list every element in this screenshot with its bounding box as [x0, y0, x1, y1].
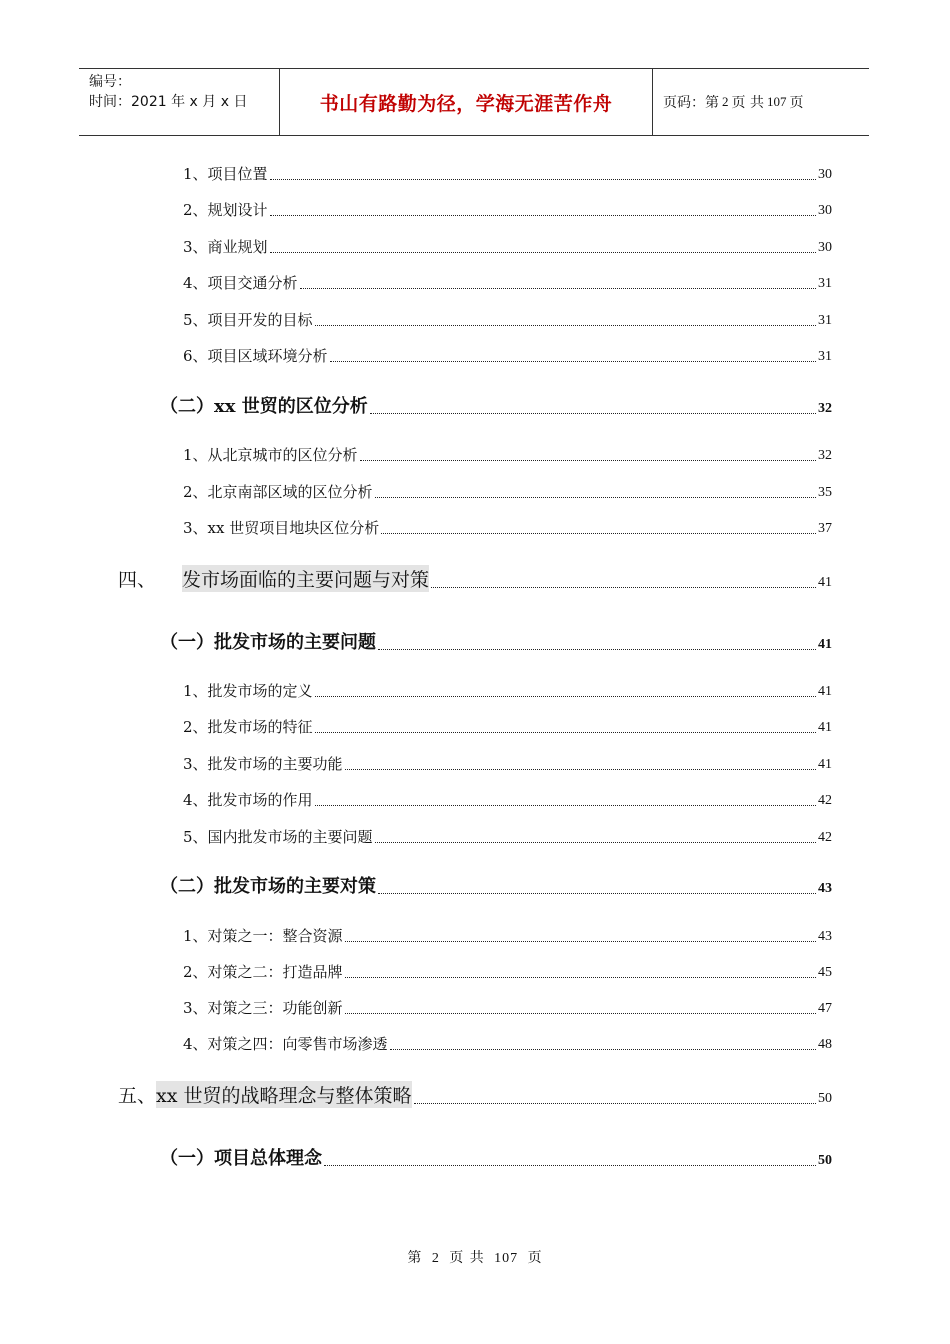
toc-entry-page: 43 [818, 929, 832, 944]
toc-entry[interactable] [183, 960, 832, 982]
header-number-label: 编号： [89, 74, 131, 90]
toc-entry-page: 41 [818, 684, 832, 699]
toc-leader [300, 288, 816, 289]
toc-chapter-number: 四、 [118, 569, 157, 591]
toc-entry-page: 45 [818, 965, 832, 980]
toc-entry-title: 1、批发市场的定义 [183, 682, 313, 700]
toc-entry[interactable] [183, 308, 832, 330]
toc-entry-title: 2、批发市场的特征 [183, 718, 313, 736]
toc-leader [330, 361, 816, 362]
toc-chapter-entry[interactable] [118, 564, 832, 592]
toc-entry-page: 50 [818, 1091, 832, 1106]
toc-entry-title: 1、对策之一：整合资源 [183, 927, 343, 945]
toc-entry-page: 42 [818, 793, 832, 808]
header-time-label: 时间：2021 年 x 月 x 日 [89, 94, 248, 110]
toc-entry-page: 32 [818, 401, 832, 416]
toc-entry[interactable] [183, 516, 832, 538]
toc-entry-title: 4、对策之四：向零售市场渗透 [183, 1035, 388, 1053]
toc-entry-title: 5、项目开发的目标 [183, 311, 313, 329]
header-meta [79, 69, 280, 135]
toc-entry-title: 3、批发市场的主要功能 [183, 755, 343, 773]
toc-entry-page: 41 [818, 637, 832, 652]
toc-entry-page: 41 [818, 720, 832, 735]
header-motto: 书山有路勤为径，学海无涯苦作舟 [280, 69, 653, 135]
toc-leader [315, 732, 816, 733]
toc-leader [431, 587, 816, 588]
footer-page-total: 107 [494, 1251, 519, 1266]
toc-entry-page: 43 [818, 881, 832, 896]
toc-section-entry[interactable] [160, 392, 832, 418]
toc-leader [381, 533, 816, 534]
toc-section-entry[interactable] [160, 628, 832, 654]
toc-entry[interactable] [183, 788, 832, 810]
footer-page-current: 2 [431, 1251, 440, 1266]
toc-entry-page: 30 [818, 240, 832, 255]
toc-entry-page: 41 [818, 757, 832, 772]
toc-entry[interactable] [183, 271, 832, 293]
document-header [79, 68, 869, 136]
toc-entry-page: 35 [818, 485, 832, 500]
toc-entry-title: 3、商业规划 [183, 238, 268, 256]
toc-entry-title: 3、对策之三：功能创新 [183, 999, 343, 1017]
toc-leader [345, 1013, 816, 1014]
toc-entry-title: （二）批发市场的主要对策 [160, 876, 376, 897]
toc-entry-title: 2、对策之二：打造品牌 [183, 963, 343, 981]
toc-entry[interactable] [183, 752, 832, 774]
toc-entry-page: 32 [818, 448, 832, 463]
toc-leader [315, 325, 816, 326]
toc-leader [345, 941, 816, 942]
toc-entry-title: 4、项目交通分析 [183, 274, 298, 292]
toc-entry[interactable] [183, 443, 832, 465]
toc-leader [270, 215, 816, 216]
toc-entry-page: 41 [818, 575, 832, 590]
toc-entry-page: 31 [818, 313, 832, 328]
toc-leader [315, 696, 816, 697]
toc-entry-title: 2、北京南部区域的区位分析 [183, 483, 373, 501]
toc-entry-title: （二）xx 世贸的区位分析 [160, 396, 368, 417]
toc-entry[interactable] [183, 679, 832, 701]
toc-leader [324, 1165, 816, 1166]
toc-entry-title: 1、从北京城市的区位分析 [183, 446, 358, 464]
toc-entry[interactable] [183, 162, 832, 184]
toc-chapter-number: 五、 [118, 1085, 157, 1107]
footer-middle: 页 共 [449, 1250, 485, 1266]
toc-entry[interactable] [183, 1032, 832, 1054]
toc-leader [390, 1049, 816, 1050]
toc-entry-title: 发市场面临的主要问题与对策 [182, 565, 429, 592]
toc-entry-page: 37 [818, 521, 832, 536]
toc-entry-page: 31 [818, 349, 832, 364]
toc-entry-title: xx 世贸的战略理念与整体策略 [156, 1081, 411, 1108]
toc-section-entry[interactable] [160, 872, 832, 898]
header-page-info [653, 69, 869, 135]
toc-leader [375, 842, 816, 843]
toc-entry[interactable] [183, 235, 832, 257]
header-page-suffix: 页 [789, 95, 804, 111]
toc-entry[interactable] [183, 198, 832, 220]
toc-leader [270, 179, 816, 180]
toc-entry-page: 50 [818, 1153, 832, 1168]
header-page-total: 107 [766, 94, 787, 109]
page-footer [0, 1247, 950, 1267]
toc-leader [270, 252, 816, 253]
toc-entry[interactable] [183, 715, 832, 737]
toc-leader [378, 649, 816, 650]
header-page-current: 2 [722, 94, 729, 109]
toc-entry-title: （一）项目总体理念 [160, 1148, 322, 1169]
footer-prefix: 第 [407, 1250, 423, 1266]
toc-leader [315, 805, 816, 806]
footer-suffix: 页 [527, 1250, 543, 1266]
toc-chapter-entry[interactable] [118, 1080, 832, 1108]
toc-entry[interactable] [183, 996, 832, 1018]
toc-leader [360, 460, 816, 461]
toc-entry-title: 5、国内批发市场的主要问题 [183, 828, 373, 846]
toc-entry-title: 6、项目区域环境分析 [183, 347, 328, 365]
toc-entry-title: （一）批发市场的主要问题 [160, 632, 376, 653]
toc-entry-page: 30 [818, 167, 832, 182]
toc-entry-title: 3、xx 世贸项目地块区位分析 [183, 519, 380, 537]
toc-entry-page: 48 [818, 1037, 832, 1052]
toc-leader [345, 977, 816, 978]
toc-section-entry[interactable] [160, 1144, 832, 1170]
toc-entry[interactable] [183, 344, 832, 366]
toc-entry-title: 1、项目位置 [183, 165, 268, 183]
toc-entry[interactable] [183, 924, 832, 946]
toc-entry-title: 4、批发市场的作用 [183, 791, 313, 809]
header-page-prefix: 页码：第 [663, 95, 719, 111]
toc-leader [378, 893, 816, 894]
toc-leader [375, 497, 816, 498]
toc-entry-page: 47 [818, 1001, 832, 1016]
header-page-middle: 页 共 [731, 95, 764, 111]
toc-entry-page: 30 [818, 203, 832, 218]
toc-entry-page: 31 [818, 276, 832, 291]
toc-leader [414, 1103, 817, 1104]
toc-leader [370, 413, 816, 414]
toc-entry-title: 2、规划设计 [183, 201, 268, 219]
toc-entry[interactable] [183, 480, 832, 502]
toc-entry-page: 42 [818, 830, 832, 845]
toc-leader [345, 769, 816, 770]
toc-entry[interactable] [183, 825, 832, 847]
